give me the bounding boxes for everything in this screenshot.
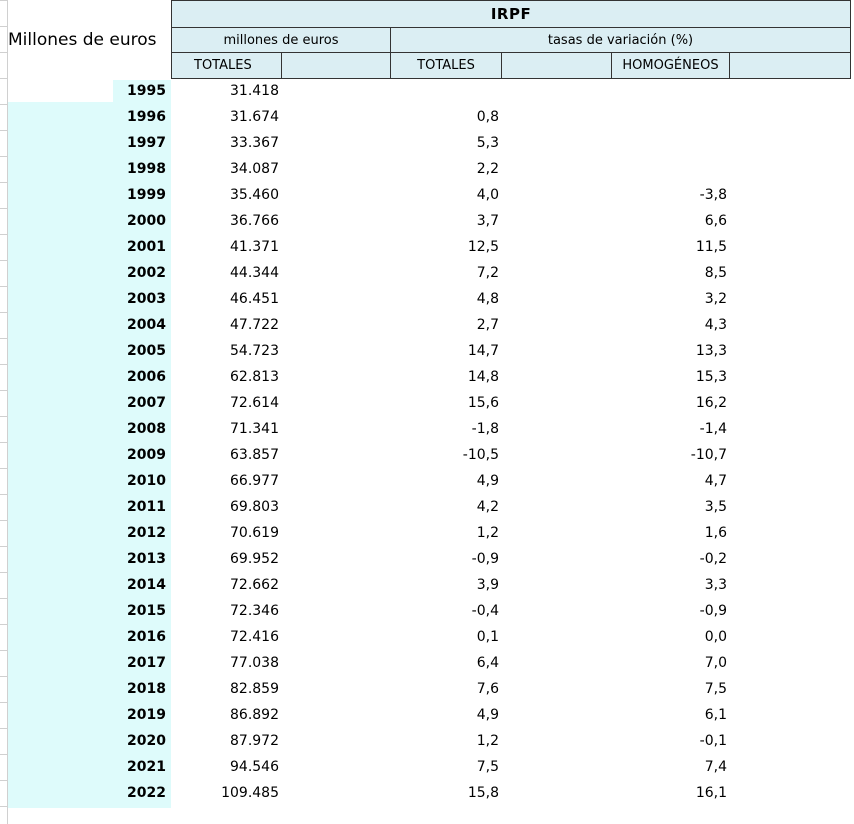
table-row [0,132,854,158]
tv-totales-cell: -10,5 [462,447,499,463]
tv-totales-cell: 1,2 [476,525,499,541]
table-row [0,522,854,548]
tv-totales-cell: 4,0 [476,187,499,203]
tv-totales-cell: 7,5 [476,759,499,775]
year-cell: 2006 [127,369,166,385]
tv-homogeneos-cell: 3,5 [704,499,727,515]
tv-totales-cell: 15,6 [467,395,499,411]
table-row [0,496,854,522]
units-label: Millones de euros [8,30,157,50]
year-cell: 2022 [127,785,166,801]
year-cell: 1996 [127,109,166,125]
year-cell: 2012 [127,525,166,541]
totales-cell: 87.972 [230,733,279,749]
totales-cell: 70.619 [230,525,279,541]
totales-cell: 77.038 [230,655,279,671]
tv-totales-cell: 12,5 [467,239,499,255]
tv-homogeneos-cell: 8,5 [704,265,727,281]
col-header-empty [281,52,391,79]
tv-homogeneos-cell: 4,7 [704,473,727,489]
tv-homogeneos-cell: -0,9 [699,603,727,619]
table-row [0,366,854,392]
tv-homogeneos-cell: -1,4 [699,421,727,437]
group-header-millones: millones de euros [171,27,391,53]
totales-cell: 69.952 [230,551,279,567]
tv-totales-cell: 7,6 [476,681,499,697]
table-row [0,730,854,756]
year-cell: 2013 [127,551,166,567]
totales-cell: 31.418 [230,83,279,99]
year-cell: 1995 [127,83,166,99]
year-cell: 2002 [127,265,166,281]
table-row [0,210,854,236]
tv-homogeneos-cell: -0,1 [699,733,727,749]
tv-totales-cell: 0,8 [476,109,499,125]
tv-totales-cell: 4,9 [476,473,499,489]
year-cell: 2011 [127,499,166,515]
year-cell: 2021 [127,759,166,775]
table-row [0,704,854,730]
year-cell: 2007 [127,395,166,411]
year-cell: 2015 [127,603,166,619]
tv-totales-cell: 7,2 [476,265,499,281]
year-cell: 1998 [127,161,166,177]
tv-homogeneos-cell: 0,0 [704,629,727,645]
year-cell: 2017 [127,655,166,671]
tv-homogeneos-cell: 6,6 [704,213,727,229]
totales-cell: 109.485 [221,785,279,801]
totales-cell: 94.546 [230,759,279,775]
table-row [0,340,854,366]
totales-cell: 69.803 [230,499,279,515]
tv-homogeneos-cell: -10,7 [690,447,727,463]
totales-cell: 41.371 [230,239,279,255]
totales-cell: 63.857 [230,447,279,463]
tv-homogeneos-cell: -3,8 [699,187,727,203]
table-row [0,652,854,678]
table-row [0,678,854,704]
totales-cell: 72.614 [230,395,279,411]
col-header-tv-totales: TOTALES [390,52,502,79]
tv-homogeneos-cell: 3,2 [704,291,727,307]
tv-homogeneos-cell: 1,6 [704,525,727,541]
totales-cell: 35.460 [230,187,279,203]
tv-homogeneos-cell: 16,2 [695,395,727,411]
tv-totales-cell: 4,8 [476,291,499,307]
tv-totales-cell: 6,4 [476,655,499,671]
table-row [0,548,854,574]
table-row [0,314,854,340]
table-row [0,470,854,496]
year-cell: 2003 [127,291,166,307]
table-title: IRPF [171,0,851,28]
tv-homogeneos-cell: 15,3 [695,369,727,385]
tv-totales-cell: 5,3 [476,135,499,151]
totales-cell: 86.892 [230,707,279,723]
totales-cell: 66.977 [230,473,279,489]
col-header-homogeneos: HOMOGÉNEOS [611,52,730,79]
totales-cell: 36.766 [230,213,279,229]
totales-cell: 47.722 [230,317,279,333]
tv-totales-cell: 3,7 [476,213,499,229]
col-header-totales: TOTALES [171,52,282,79]
year-cell: 2008 [127,421,166,437]
totales-cell: 44.344 [230,265,279,281]
tv-homogeneos-cell: 16,1 [695,785,727,801]
totales-cell: 31.674 [230,109,279,125]
year-cell: 2000 [127,213,166,229]
year-cell: 2016 [127,629,166,645]
totales-cell: 62.813 [230,369,279,385]
tv-totales-cell: 4,9 [476,707,499,723]
tv-homogeneos-cell: 7,4 [704,759,727,775]
group-header-tasas: tasas de variación (%) [390,27,851,53]
table-row [0,600,854,626]
totales-cell: 72.346 [230,603,279,619]
totales-cell: 72.662 [230,577,279,593]
totales-cell: 34.087 [230,161,279,177]
totales-cell: 72.416 [230,629,279,645]
table-row [0,444,854,470]
tv-totales-cell: 1,2 [476,733,499,749]
tv-homogeneos-cell: 3,3 [704,577,727,593]
table-row [0,756,854,782]
totales-cell: 46.451 [230,291,279,307]
table-row [0,418,854,444]
year-cell: 2014 [127,577,166,593]
tv-homogeneos-cell: 4,3 [704,317,727,333]
table-row [0,392,854,418]
tv-totales-cell: 2,2 [476,161,499,177]
table-row [0,288,854,314]
tv-homogeneos-cell: 7,5 [704,681,727,697]
year-cell: 2010 [127,473,166,489]
tv-homogeneos-cell: 7,0 [704,655,727,671]
tv-totales-cell: 4,2 [476,499,499,515]
tv-totales-cell: 14,7 [467,343,499,359]
tv-totales-cell: -0,9 [471,551,499,567]
totales-cell: 82.859 [230,681,279,697]
tv-totales-cell: 0,1 [476,629,499,645]
tv-homogeneos-cell: -0,2 [699,551,727,567]
totales-cell: 71.341 [230,421,279,437]
table-row [0,262,854,288]
table-row [0,236,854,262]
col-header-empty [501,52,612,79]
table-row [0,158,854,184]
year-cell: 2005 [127,343,166,359]
year-cell: 2020 [127,733,166,749]
table-row [0,184,854,210]
tv-homogeneos-cell: 6,1 [704,707,727,723]
col-header-empty [729,52,851,79]
year-cell: 2019 [127,707,166,723]
table-row [0,574,854,600]
totales-cell: 54.723 [230,343,279,359]
table-row [0,80,854,106]
tv-totales-cell: -0,4 [471,603,499,619]
year-cell: 2001 [127,239,166,255]
tv-totales-cell: 15,8 [467,785,499,801]
tv-totales-cell: -1,8 [471,421,499,437]
tv-totales-cell: 14,8 [467,369,499,385]
totales-cell: 33.367 [230,135,279,151]
tv-homogeneos-cell: 11,5 [695,239,727,255]
tv-totales-cell: 3,9 [476,577,499,593]
year-cell: 2009 [127,447,166,463]
year-cell: 2004 [127,317,166,333]
table-row [0,782,854,808]
tv-homogeneos-cell: 13,3 [695,343,727,359]
year-cell: 2018 [127,681,166,697]
table-row [0,626,854,652]
tv-totales-cell: 2,7 [476,317,499,333]
year-cell: 1997 [127,135,166,151]
table-row [0,106,854,132]
year-cell: 1999 [127,187,166,203]
